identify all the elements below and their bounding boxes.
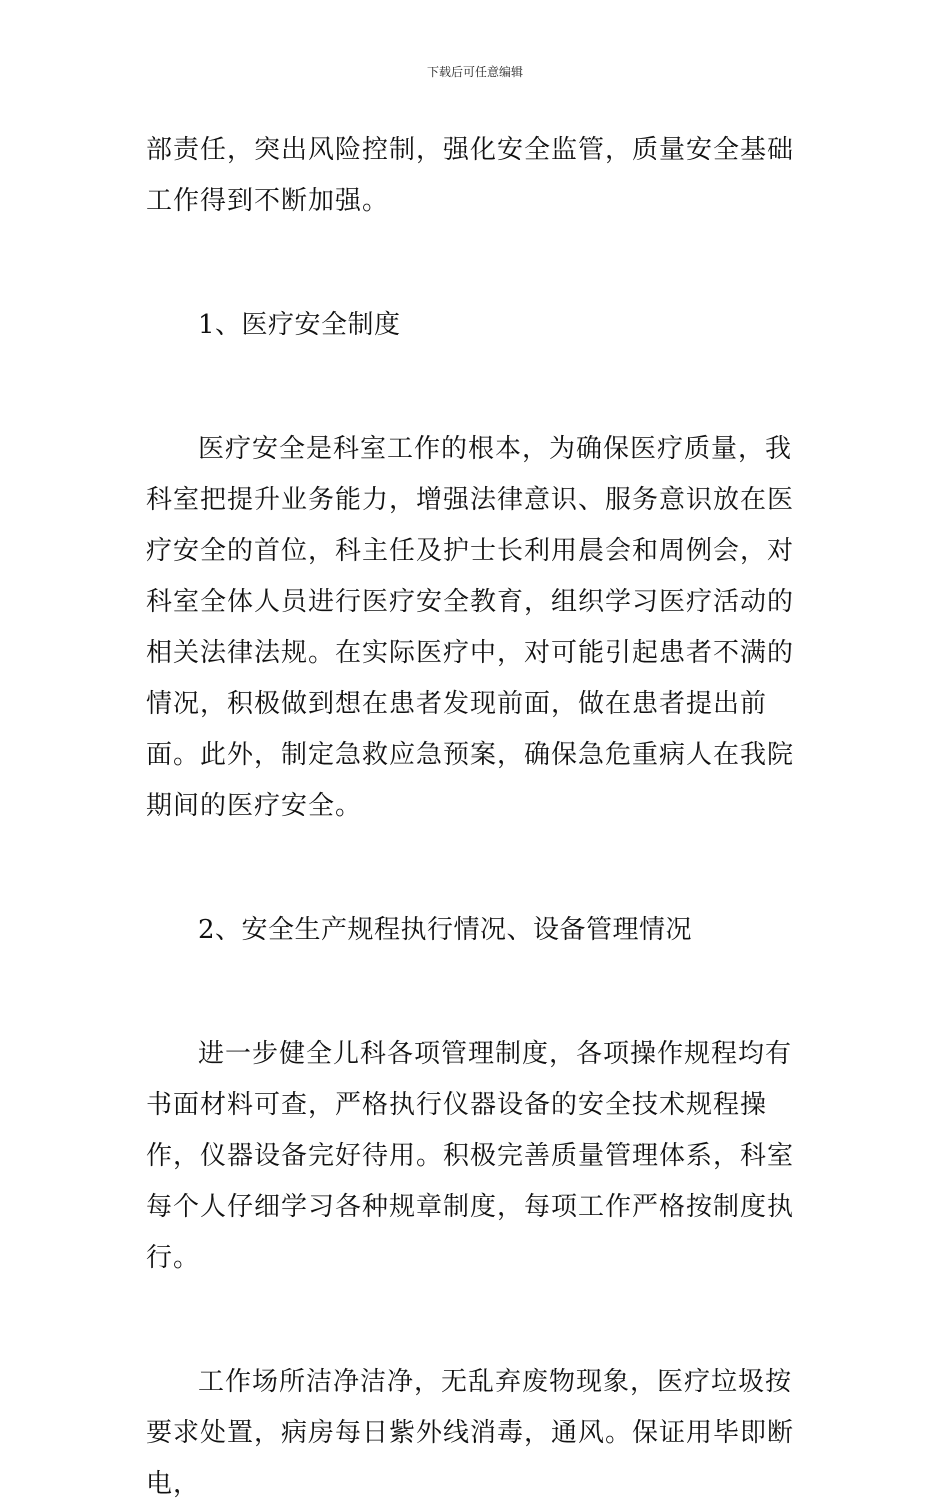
paragraph-medical-safety: 医疗安全是科室工作的根本，为确保医疗质量，我科室把提升业务能力，增强法律意识、服务意识放在医疗安全的首位，科主任及护士长利用晨会和周例会，对科室全体人员进行医疗安全教育，组织学习医疗活动的相关法律法规。在实际医疗中，对可能引起患者不满的情况，积极做到想在患者发现前面，做在患者提出前面。此外，制定急救应急预案，确保急危重病人在我院期间的医疗安全。 [146,434,795,821]
paragraph-continued: 部责任，突出风险控制，强化安全监管，质量安全基础工作得到不断加强。 [146,135,795,216]
paragraph-gap [146,1284,806,1335]
paragraph-gap [146,956,806,1007]
document-body [146,125,806,1510]
paragraph-gap [146,227,806,278]
paragraph-procedures: 进一步健全儿科各项管理制度，各项操作规程均有书面材料可查，严格执行仪器设备的安全技术规程操作，仪器设备完好待用。积极完善质量管理体系，科室每个人仔细学习各种规章制度，每项工作严格按制度执行。 [146,1039,795,1273]
paragraph-gap [146,832,806,883]
section-heading-1: 1、医疗安全制度 [198,310,401,340]
paragraph-gap [146,351,806,402]
header-note: 下载后可任意编辑 [426,65,523,79]
paragraph-workplace: 工作场所洁净洁净，无乱弃废物现象，医疗垃圾按要求处置，病房每日紫外线消毒，通风。保证用毕即断电， [146,1367,795,1499]
section-heading-2: 2、安全生产规程执行情况、设备管理情况 [198,915,693,945]
